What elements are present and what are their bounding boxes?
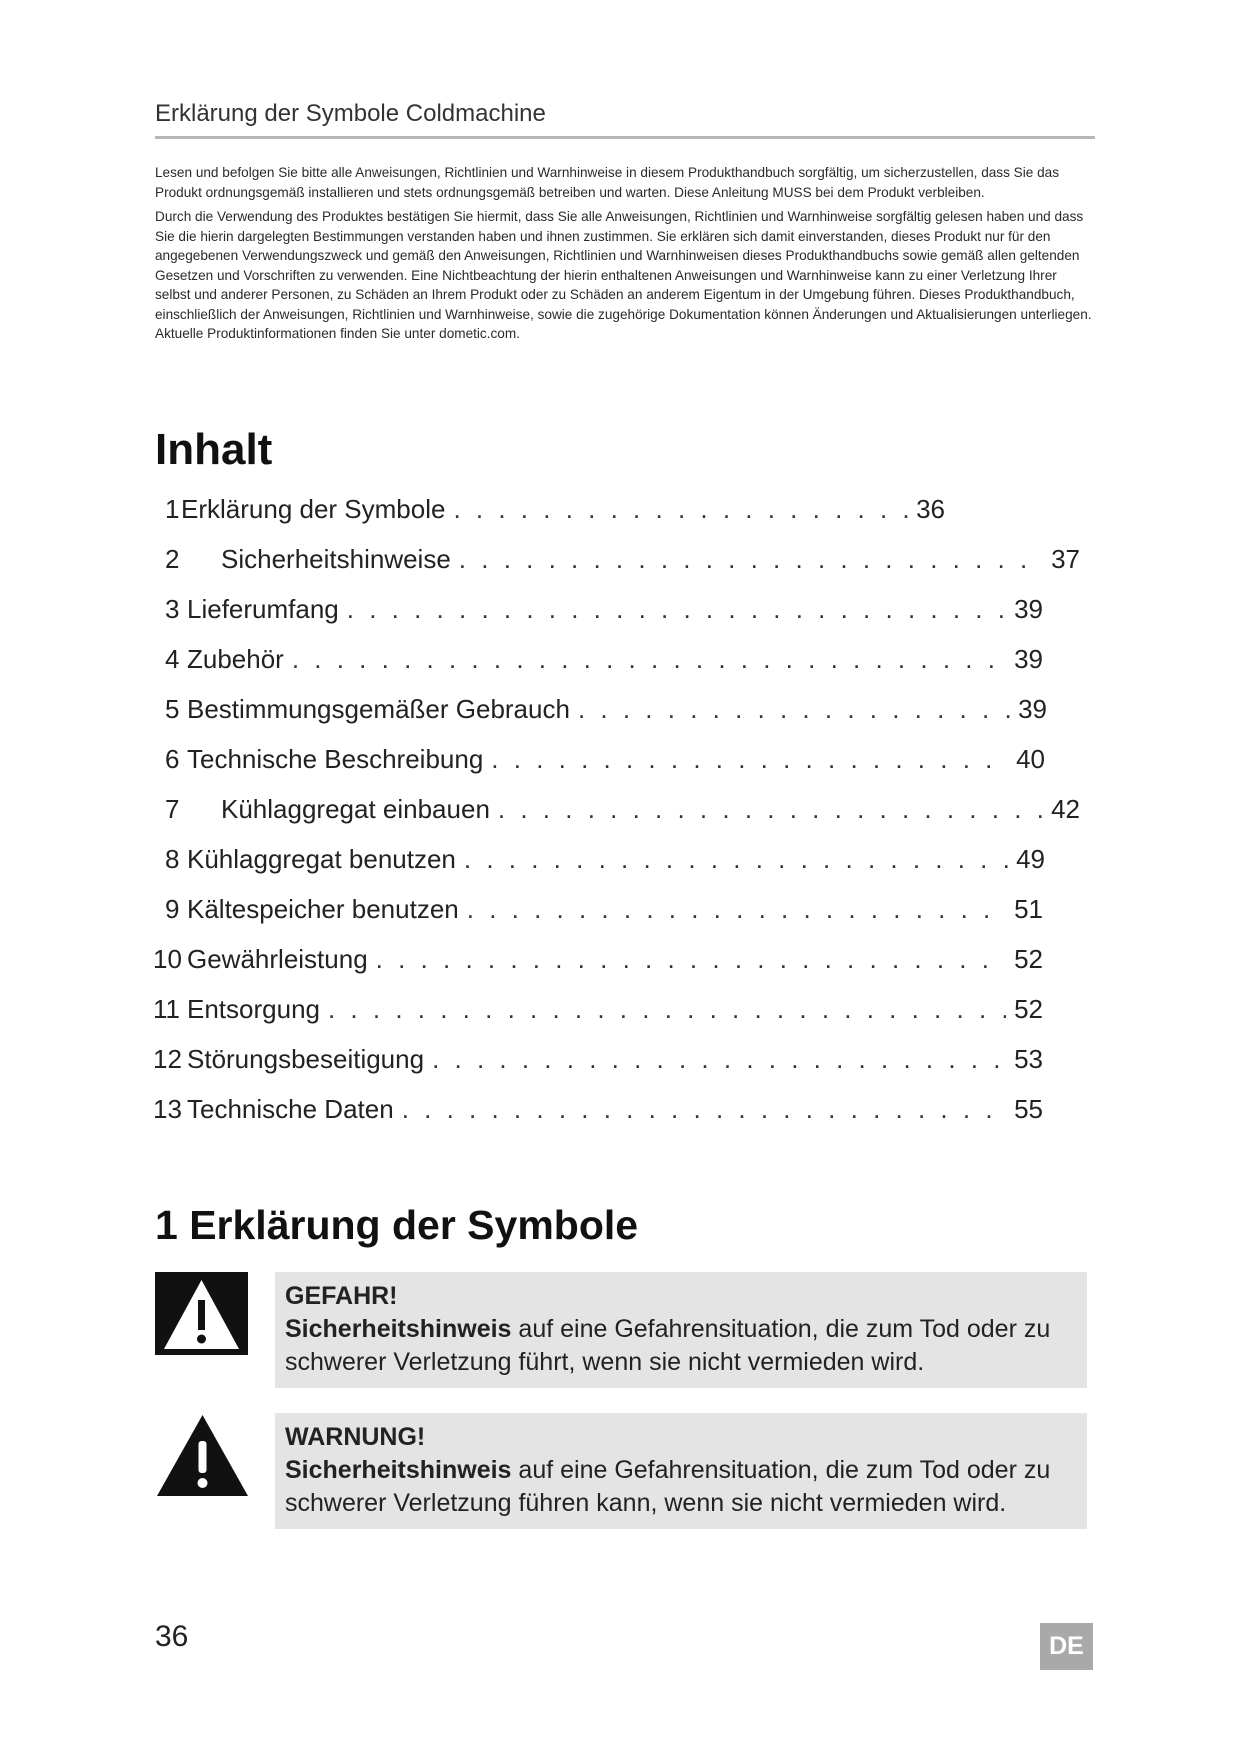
toc-label: Technische Daten — [187, 1094, 394, 1124]
toc-number: 6 — [165, 744, 180, 774]
toc-leader — [464, 844, 1008, 875]
toc-number: 8 — [165, 844, 180, 874]
toc-leader — [467, 894, 1006, 925]
toc-number: 5 — [165, 694, 180, 724]
toc-leader — [402, 1094, 1006, 1125]
toc-page: 52 — [1014, 944, 1043, 974]
danger-notice-box — [275, 1272, 1087, 1388]
notice-text: auf eine Gefahrensituation, die zum Tod oder zu schwerer Verletzung führen kann, wenn sie nicht vermieden wird. — [285, 1456, 1051, 1517]
language-badge: DE — [1040, 1623, 1093, 1670]
toc-page: 40 — [1016, 744, 1045, 774]
toc-entry[interactable] — [165, 794, 1080, 834]
toc-page: 39 — [1018, 694, 1047, 724]
page-number: 36 — [155, 1620, 189, 1653]
toc-entry[interactable] — [165, 744, 1045, 784]
toc-leader — [376, 944, 1006, 975]
intro-paragraph: Durch die Verwendung des Produktes bestätigen Sie hiermit, dass Sie alle Anweisungen, Richtlinien und Warnhinweise sorgfältig gelesen haben und dass Sie die hierin dargelegten Bestimmungen verstanden haben und ihnen zustimmen. Sie erklären sich damit einverstanden, dieses Produkt nur für den angegebenen Verwendungszweck und gemäß den Anweisungen, Richtlinien und Warnhinweisen dieses Produkthandbuchs sowie gemäß allen geltenden Gesetzen und Vorschriften zu verwenden. Eine Nichtbeachtung der hierin enthaltenen Anweisungen und Warnhinweise kann zu einer Verletzung Ihrer selbst und anderer Personen, zu Schäden an Ihrem Produkt oder zu Schäden an anderem Eigentum in der Umgebung führen. Dieses Produkthandbuch, einschließlich der Anweisungen, Richtlinien und Warnhinweise, sowie die zugehörige Dokumentation können Änderungen und Aktualisierungen unterliegen. Aktuelle Produktinformationen finden Sie unter dometic.com. — [155, 209, 1092, 341]
toc-leader — [453, 494, 908, 525]
toc-label: Kühlaggregat einbauen — [221, 794, 490, 824]
notice-strong: Sicherheitshinweis — [285, 1456, 512, 1484]
warning-notice-box — [275, 1413, 1087, 1529]
notice-heading: WARNUNG! — [285, 1423, 426, 1451]
toc-label: Störungsbeseitigung — [187, 1044, 425, 1074]
notice-text: auf eine Gefahrensituation, die zum Tod oder zu schwerer Verletzung führt, wenn sie nicht vermieden wird. — [285, 1315, 1051, 1376]
section-title: 1 Erklärung der Symbole — [155, 1202, 639, 1248]
toc-page: 37 — [1051, 544, 1080, 574]
toc-label: Technische Beschreibung — [187, 744, 484, 774]
toc-entry[interactable] — [165, 894, 1043, 934]
toc-leader — [347, 594, 1006, 625]
toc-page: 55 — [1014, 1094, 1043, 1124]
intro-text — [155, 163, 1095, 349]
toc-label: Kühlaggregat benutzen — [187, 844, 456, 874]
notice-heading: GEFAHR! — [285, 1282, 398, 1310]
toc-leader — [491, 744, 1008, 775]
toc-number: 11 — [153, 994, 180, 1024]
toc-page: 36 — [916, 494, 945, 524]
page-header: Erklärung der Symbole Coldmachine — [155, 100, 1095, 139]
warning-triangle-icon — [155, 1413, 250, 1498]
toc-label: Sicherheitshinweise — [221, 544, 451, 574]
toc-entry[interactable] — [165, 694, 1047, 734]
toc-label: Lieferumfang — [187, 594, 339, 624]
toc-entry[interactable] — [153, 1044, 1043, 1084]
toc-leader — [498, 794, 1043, 825]
toc-entry[interactable] — [165, 844, 1045, 884]
toc-label: Zubehör — [187, 644, 284, 674]
toc-entry[interactable] — [153, 1094, 1043, 1134]
toc-number: 9 — [165, 894, 180, 924]
toc-page: 52 — [1014, 994, 1043, 1024]
toc-number: 10 — [153, 944, 182, 974]
toc-page: 49 — [1016, 844, 1045, 874]
toc-entry[interactable] — [153, 944, 1043, 984]
toc-entry[interactable] — [165, 594, 1043, 634]
toc-label: Erklärung der Symbole — [181, 494, 446, 524]
toc-leader — [459, 544, 1043, 575]
toc-number: 4 — [165, 644, 180, 674]
notice-strong: Sicherheitshinweis — [285, 1315, 512, 1343]
toc-entry[interactable] — [165, 644, 1043, 684]
toc-label: Bestimmungsgemäßer Gebrauch — [187, 694, 570, 724]
toc-page: 42 — [1051, 794, 1080, 824]
toc-number: 13 — [153, 1094, 182, 1124]
toc-leader — [432, 1044, 1006, 1075]
toc-number: 7 — [165, 794, 180, 824]
toc-label: Gewährleistung — [187, 944, 368, 974]
danger-notice — [155, 1272, 1095, 1388]
toc-entry[interactable] — [153, 994, 1043, 1034]
toc-page: 51 — [1014, 894, 1043, 924]
toc-number: 2 — [165, 544, 180, 574]
danger-warning-icon — [155, 1272, 248, 1355]
toc-title: Inhalt — [155, 425, 273, 474]
toc-label: Kältespeicher benutzen — [187, 894, 459, 924]
toc-leader — [328, 994, 1006, 1025]
warning-notice — [155, 1413, 1095, 1529]
toc-leader — [578, 694, 1010, 725]
toc-entry[interactable] — [165, 494, 945, 534]
toc-page: 39 — [1014, 644, 1043, 674]
toc-number: 12 — [153, 1044, 182, 1074]
toc-page: 53 — [1014, 1044, 1043, 1074]
toc-number: 3 — [165, 594, 180, 624]
toc-page: 39 — [1014, 594, 1043, 624]
toc-label: Entsorgung — [187, 994, 320, 1024]
intro-paragraph: Lesen und befolgen Sie bitte alle Anweisungen, Richtlinien und Warnhinweise in diesem Produkthandbuch sorgfältig, um sicherzustellen, dass Sie das Produkt ordnungsgemäß installieren und stets ordnungsgemäß betreiben und warten. Diese Anleitung MUSS bei dem Produkt verbleiben. — [155, 165, 1060, 200]
toc-entry[interactable] — [165, 544, 1080, 584]
toc-number: 1 — [165, 494, 180, 524]
toc-leader — [292, 644, 1006, 675]
